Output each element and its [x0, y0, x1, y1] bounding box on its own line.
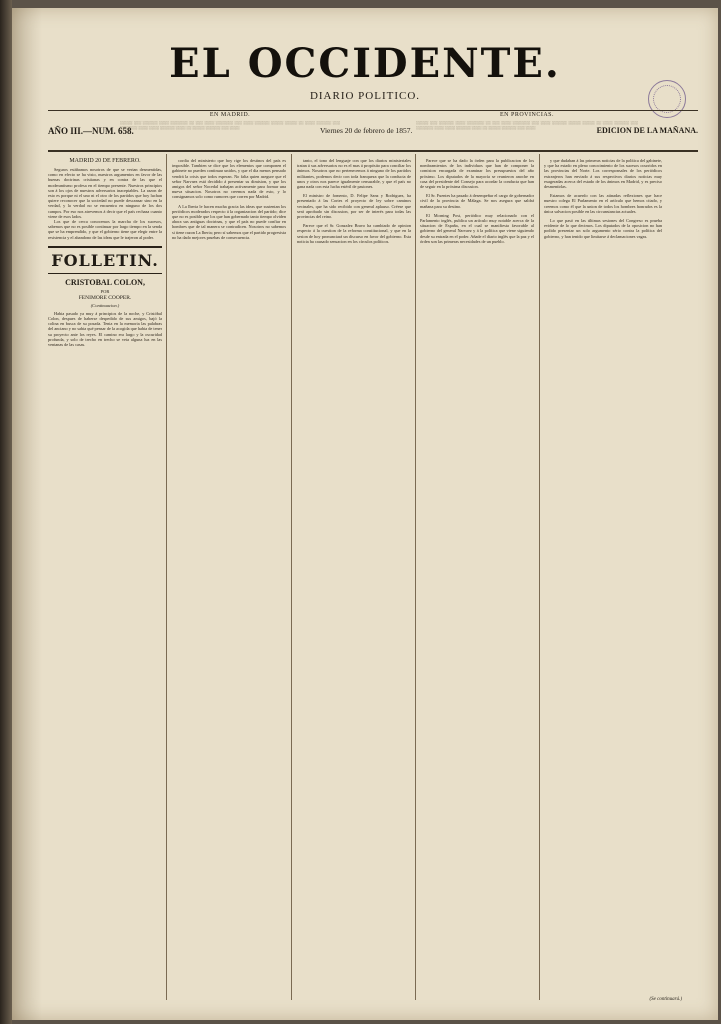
serial-novel-title: CRISTOBAL COLON, — [65, 277, 145, 287]
paragraph: y que dudaban á las primeras noticias de la política del gabinete, y que ha estado en pleno conocimiento de los sucesos ocurridos en las provincias del Norte. Los corresponsales de los periódicos extranjeros han enviado á sus respectivos diarios noticias muy exageradas acerca del estado de los ánimos en Madrid, y es preciso desmentirlas. — [544, 158, 662, 190]
book-binding-edge — [0, 0, 12, 1024]
serial-novel-author: FENIMORE COOPER. — [78, 294, 132, 301]
serial-novel-text — [48, 311, 162, 347]
paragraph: cordia del ministerio que hoy rige los destinos del país es imposible. Tambien se dice que los elementos que componen el gabinete no pueden continuar unidos, y que el dia menos pensado vendrá la crisis que todos esperan. No falta quien asegure que el señor Narvaez está decidido á presentar su dimision, y que los amigos del señor Nocedal trabajan activamente para formar una nueva situacion. Nosotros no creemos nada de esto, y lo consignamos solo como rumores que corren por Madrid. — [172, 158, 286, 200]
header-bottom-rule — [48, 150, 698, 152]
page-spine-shadow — [12, 8, 42, 1020]
paragraph: Seguros estábamos nosotros de que se verian desmentidas, como en efecto se ha visto, nuestros argumentos en favor de las buenas doctrinas cristianas y en contra de las que el moderantismo profesa en el tiempo presente. Nuestros principios son á los ojos de nuestros adversarios inaceptables. La razon de esto es porque ni el uno ni el otro de los partidos que hoy luchan quiere reconocer que la sociedad no puede descansar sino en la verdad, y la verdad no se encuentra en ninguno de los dos campos. Por eso nos atrevemos á decir que el país rechaza cuanto viene de esos lados. — [48, 167, 162, 219]
edition-label: EDICION DE LA MAÑANA. — [596, 126, 698, 135]
subscription-info-row — [48, 112, 698, 150]
madrid-subscription-box — [120, 112, 340, 130]
column-divider — [539, 154, 540, 1000]
paragraph: Estamos de acuerdo con las atinadas reflexiones que hace nuestro colega El Parlamento en el artículo que hemos citado, y creemos como él que la union de todos los hombres honrados es la única salvacion posible en las circunstancias actuales. — [544, 193, 662, 214]
paragraph: Los que de cerca conocemos la marcha de los sucesos, sabemos que no es posible continuar por largo tiempo en la senda que se ha emprendido, y que el gobierno tiene que elegir entre la resistencia y el abandono de las ideas que le trajeron al poder. — [48, 219, 162, 240]
newspaper-page — [12, 8, 718, 1020]
article-text — [48, 167, 162, 240]
provinces-subscription-heading: EN PROVINCIAS. — [499, 112, 554, 118]
madrid-subscription-heading: EN MADRID. — [209, 112, 251, 118]
column-1 — [48, 158, 162, 996]
column-divider — [291, 154, 292, 1000]
paragraph: A La Iberia le hacen mucha gracia las ideas que sustentan los periódicos moderados respecto á la organizacion del partido; dice que no es posible que los que han gobernado tanto tiempo olviden ahora sus antiguas doctrinas, y que el país no puede confiar en hombres que de tal manera se contradicen. Nosotros no sabemos si tiene razon La Iberia; pero sí sabemos que el partido progresista no ha dado mejores pruebas de consecuencia. — [172, 203, 286, 240]
article-text — [420, 158, 534, 244]
library-stamp-inner-ring — [653, 85, 681, 113]
serial-novel-by: POR — [100, 288, 110, 294]
provinces-subscription-fineprint: ░░░░░ ░░░ ░░░░░░ ░░░░ ░░░░░░░ ░░ ░░░ ░░░░ ░░░░░░░ ░░░ ░░░░ ░░░░░░ ░░░░░ ░░░░░ ░░ ░░░░ ░░░░░░ ░░░ ░░░░░░░ ░░░░ ░░░░ ░░░░░░ ░░░░ ░░ ░░░░░ ░░░░░░ ░░░ ░░░░ — [416, 121, 638, 130]
paragraph: El ministro de fomento, D. Felipe Sanz y Rodriguez, ha presentado á las Cortes el proyecto de ley sobre caminos vecinales, que ha sido recibido con general aplauso. Créese que será aprobado sin discusion, por ser de interés para todas las provincias del reino. — [297, 193, 411, 220]
folletin-heading: FOLLETIN. — [48, 246, 162, 274]
serial-continuation-label: (Continuacion.) — [90, 302, 120, 308]
article-text — [297, 158, 411, 244]
continued-notice: (Se continuará.) — [649, 997, 682, 1002]
column-4 — [420, 158, 534, 996]
column-divider — [166, 154, 167, 1000]
paragraph: tanto, el tono del lenguaje con que los diarios ministeriales tratan á sus adversarios no es el mas á propósito para conciliar los ánimos. Nosotros que no pertenecemos á ninguno de los partidos militantes, podemos decir con toda franqueza que la conducta de unos y otros nos parece igualmente censurable, y que el país no gana nada con esta lucha estéril de pasiones. — [297, 158, 411, 190]
column-3 — [297, 158, 411, 996]
newspaper-title: EL OCCIDENTE. — [169, 40, 561, 87]
article-text — [544, 158, 662, 239]
column-5 — [544, 158, 662, 996]
paragraph: Habia pasado ya muy á principios de la noche, y Cristóbal Colon, despues de haberse despedido de sus amigos, bajó la colina en busca de su posada. Tenia en la memoria las palabras del anciano y no sabia qué pensar de la acogida que habia de tener su proyecto ante los reyes. El camino era largo y la oscuridad profunda, y solo de trecho en trecho se veia alguna luz en las ventanas de las casas. — [48, 310, 162, 348]
column-divider — [415, 154, 416, 1000]
paragraph: Lo que pasó en las últimas sesiones del Congreso es prueba evidente de lo que decimos. Los diputados de la oposicion no han podido presentar un solo argumento sério contra la política del gobierno, y han tenido que limitarse á declamaciones vagas. — [544, 218, 662, 239]
paragraph: El Morning Post, periódico muy relacionado con el Parlamento inglés, publica un artículo muy notable acerca de la situacion de España, en el cual se manifiesta favorable al gobierno del general Narvaez y á la política que viene siguiendo desde su entrada en el poder. Añade el diario inglés que la paz y el órden son las primeras necesidades de un pueblo. — [420, 212, 534, 244]
paragraph: Parece que se ha dado la órden para la publicacion de los nombramientos de los individuos que han de componer la comision encargada de examinar los presupuestos del año próximo. Los diputados de la mayoría se reunieron anoche en casa del presidente del Consejo para acordar la conducta que han de seguir en la próxima discusion. — [420, 158, 534, 190]
paragraph: El Sr. Fuentes ha pasado á desempeñar el cargo de gobernador civil de la provincia de Málaga. Se nos asegura que saldrá mañana para su destino. — [420, 193, 534, 209]
paragraph: Parece que el Sr. Gonzalez Bravo ha cambiado de opinion respecto á la cuestion de la reforma constitucional, y que en la sesion de hoy pronunciará un discurso en favor del gobierno. Esta noticia ha causado sensacion en los círculos políticos. — [297, 223, 411, 244]
issue-number: AÑO III.—NUM. 658. — [48, 126, 134, 136]
issue-date: Viernes 20 de febrero de 1857. — [320, 126, 413, 135]
madrid-subscription-fineprint: ░░░░░ ░░░ ░░░░░░ ░░░░ ░░░░░░░ ░░ ░░░ ░░░░ ░░░░░░░ ░░░ ░░░░ ░░░░░░ ░░░░░ ░░░░░ ░░ ░░░░ ░░░░░░ ░░░ ░░░░░░░ ░░░░ ░░░░ ░░░░░░ ░░░░ ░░ ░░░░░ ░░░░░░ ░░░ ░░░░ — [120, 121, 340, 130]
madrid-dateline: MADRID 20 DE FEBRERO. — [69, 158, 141, 164]
header-top-rule — [48, 110, 698, 111]
column-2 — [172, 158, 286, 996]
article-text — [172, 158, 286, 240]
newspaper-subtitle: DIARIO POLITICO. — [309, 90, 421, 102]
